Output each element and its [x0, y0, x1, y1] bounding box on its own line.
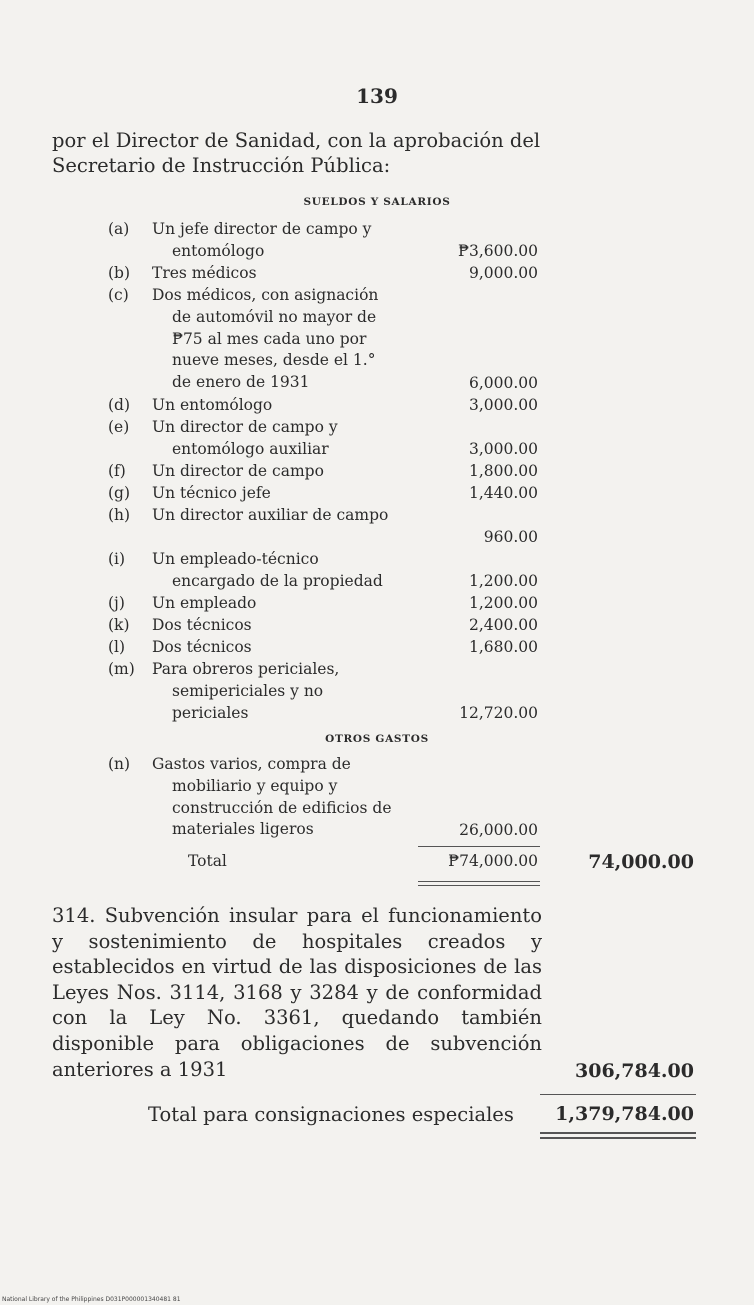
item-letter: (g)	[108, 484, 131, 502]
item-desc: Un director de campo	[152, 462, 324, 480]
item-amount: 960.00	[483, 528, 538, 547]
item-k	[108, 615, 544, 637]
item-letter: (f)	[108, 462, 126, 480]
item-amount: 3,000.00	[468, 396, 538, 415]
total-amount: ₱74,000.00	[448, 852, 538, 870]
item-e	[108, 417, 544, 461]
item-letter: (b)	[108, 264, 131, 282]
item-314-text: 314. Subvención insular para el funcionamiento y sostenimiento de hospitales creados y establecidos en virtud de las disposiciones de las Leyes Nos. 3114, 3168 y 3284 y de conformidad con la Ley No. 3361, quedando también disponible para obligaciones de subvención anteriores a 1931	[52, 904, 542, 1081]
item-desc: Gastos varios, compra de mobiliario y equipo y construcción de edificios de materiales ligeros	[152, 755, 392, 839]
item-desc: Dos técnicos	[152, 616, 252, 634]
item-letter: (e)	[108, 418, 130, 436]
item-desc: Un director de campo y entomólogo auxiliar	[152, 418, 338, 458]
total-double-rule-top	[418, 881, 540, 882]
item-desc: Tres médicos	[152, 264, 257, 282]
item-amount: 3,000.00	[468, 440, 538, 459]
item-c	[108, 285, 544, 395]
library-footer: National Library of the Philippines D031P000001340481 81	[2, 1296, 181, 1303]
page-number: 139	[356, 84, 398, 108]
item-f	[108, 461, 544, 483]
item-l	[108, 637, 544, 659]
item-amount: 1,680.00	[468, 638, 538, 657]
other-items	[108, 754, 544, 842]
item-314-amount: 306,784.00	[575, 1060, 694, 1082]
item-letter: (j)	[108, 594, 125, 612]
item-amount: ₱3,600.00	[458, 242, 538, 261]
item-amount: 1,200.00	[468, 572, 538, 591]
item-desc: Un director auxiliar de campo	[152, 506, 389, 524]
item-amount: 2,400.00	[468, 616, 538, 635]
final-rule-top	[540, 1094, 696, 1095]
item-desc: Dos médicos, con asignación de automóvil no mayor de ₱75 al mes cada uno por nueve meses, desde el 1.° de enero de 1931	[152, 286, 379, 392]
item-letter: (d)	[108, 396, 131, 414]
item-n	[108, 754, 544, 842]
item-amount: 9,000.00	[468, 264, 538, 283]
item-j	[108, 593, 544, 615]
item-letter: (n)	[108, 755, 131, 773]
item-i	[108, 549, 544, 593]
item-amount: 26,000.00	[459, 821, 538, 840]
item-letter: (h)	[108, 506, 131, 524]
total-double-rule-bottom	[418, 885, 540, 886]
item-m	[108, 659, 544, 725]
carried-total: 74,000.00	[588, 851, 694, 873]
section-heading-other: OTROS GASTOS	[325, 733, 429, 745]
item-letter: (a)	[108, 220, 130, 238]
item-letter: (i)	[108, 550, 126, 568]
item-b	[108, 263, 544, 285]
final-double-rule-top	[540, 1132, 696, 1134]
item-d	[108, 395, 544, 417]
item-desc: Un técnico jefe	[152, 484, 271, 502]
item-amount: 1,200.00	[468, 594, 538, 613]
item-desc: Un empleado-técnico encargado de la propiedad	[152, 550, 383, 590]
item-desc: Dos técnicos	[152, 638, 252, 656]
final-total-amount: 1,379,784.00	[555, 1103, 694, 1125]
item-amount: 12,720.00	[459, 704, 538, 723]
item-letter: (c)	[108, 286, 129, 304]
item-amount: 6,000.00	[468, 374, 538, 393]
item-h	[108, 505, 544, 549]
salary-items	[108, 219, 544, 725]
total-label: Total	[188, 852, 227, 870]
final-total-label: Total para consignaciones especiales	[148, 1103, 514, 1126]
item-g	[108, 483, 544, 505]
subtotal-rule	[418, 846, 540, 847]
item-a	[108, 219, 544, 263]
item-amount: 1,800.00	[468, 462, 538, 481]
item-desc: Un empleado	[152, 594, 257, 612]
item-desc: Para obreros periciales, semipericiales y no periciales	[152, 660, 340, 722]
final-double-rule-bottom	[540, 1137, 696, 1139]
item-letter: (k)	[108, 616, 130, 634]
intro-text: por el Director de Sanidad, con la aprobación del Secretario de Instrucción Pública:	[52, 129, 541, 177]
item-desc: Un jefe director de campo y entomólogo	[152, 220, 372, 260]
item-amount: 1,440.00	[468, 484, 538, 503]
item-letter: (l)	[108, 638, 126, 656]
section-heading-salaries: SUELDOS Y SALARIOS	[303, 196, 451, 208]
item-letter: (m)	[108, 660, 135, 678]
item-desc: Un entomólogo	[152, 396, 273, 414]
